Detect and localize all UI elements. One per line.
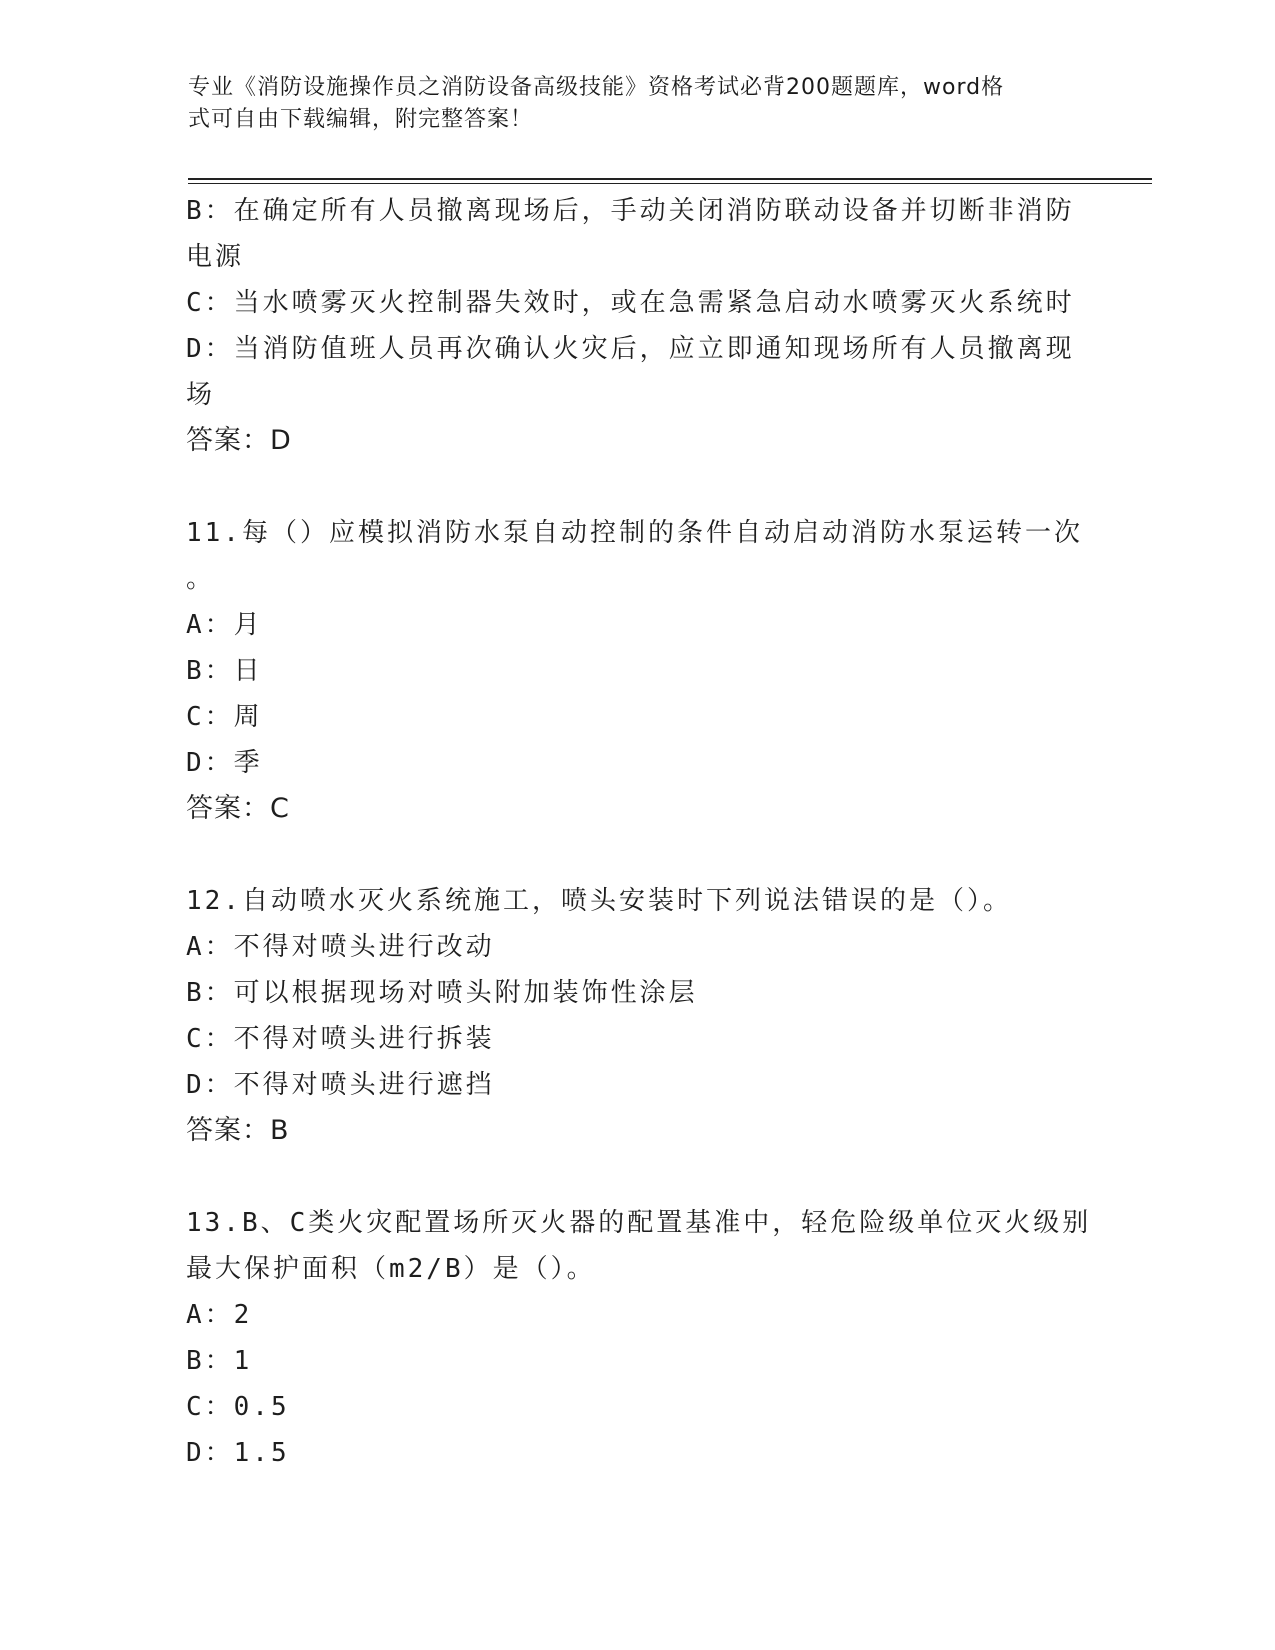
answer: 答案：C [186, 793, 290, 824]
header-line-2: 式可自由下载编辑，附完整答案！ [188, 107, 534, 132]
option-d-line-1: D：当消防值班人员再次确认火灾后，应立即通知现场所有人员撤离现 [186, 334, 1075, 364]
question-content [186, 188, 1092, 1476]
option-a: A：月 [186, 610, 263, 640]
question-stem-line-1: 11.每（）应模拟消防水泵自动控制的条件自动启动消防水泵运转一次 [186, 518, 1083, 548]
spacer [186, 832, 1086, 878]
question-stem: 12.自动喷水灭火系统施工，喷头安装时下列说法错误的是（）。 [186, 886, 1012, 916]
spacer [186, 464, 1086, 510]
option-c: C：0.5 [186, 1392, 290, 1422]
option-c: C：当水喷雾灭火控制器失效时，或在急需紧急启动水喷雾灭火系统时 [186, 288, 1075, 318]
option-d-line-2: 场 [186, 380, 216, 410]
option-b: B：日 [186, 656, 263, 686]
option-d: D：1.5 [186, 1438, 290, 1468]
option-a: A：不得对喷头进行改动 [186, 932, 495, 962]
option-a: A：2 [186, 1300, 253, 1330]
option-b: B：可以根据现场对喷头附加装饰性涂层 [186, 978, 698, 1008]
option-b: B：1 [186, 1346, 253, 1376]
document-header [188, 72, 1068, 136]
header-rule-thick [188, 178, 1152, 180]
question-stem-line-1: 13.B、C类火灾配置场所灭火器的配置基准中，轻危险级单位灭火级别 [186, 1208, 1092, 1238]
spacer [186, 1154, 1086, 1200]
answer: 答案：D [186, 425, 292, 456]
question-13 [186, 1200, 1092, 1476]
option-c: C：不得对喷头进行拆装 [186, 1024, 495, 1054]
question-12 [186, 878, 1086, 1154]
option-b-line-1: B：在确定所有人员撤离现场后，手动关闭消防联动设备并切断非消防 [186, 196, 1075, 226]
header-line-1: 专业《消防设施操作员之消防设备高级技能》资格考试必背200题题库，word格 [188, 75, 1005, 100]
question-10-continued [186, 188, 1086, 464]
question-stem-line-2: 。 [186, 564, 216, 594]
option-b-line-2: 电源 [186, 242, 245, 272]
question-11 [186, 510, 1086, 832]
option-d: D：不得对喷头进行遮挡 [186, 1070, 495, 1100]
option-d: D：季 [186, 748, 263, 778]
option-c: C：周 [186, 702, 263, 732]
question-stem-line-2: 最大保护面积（m2/B）是（）。 [186, 1254, 596, 1284]
header-rule-thin [188, 183, 1152, 184]
answer: 答案：B [186, 1115, 290, 1146]
